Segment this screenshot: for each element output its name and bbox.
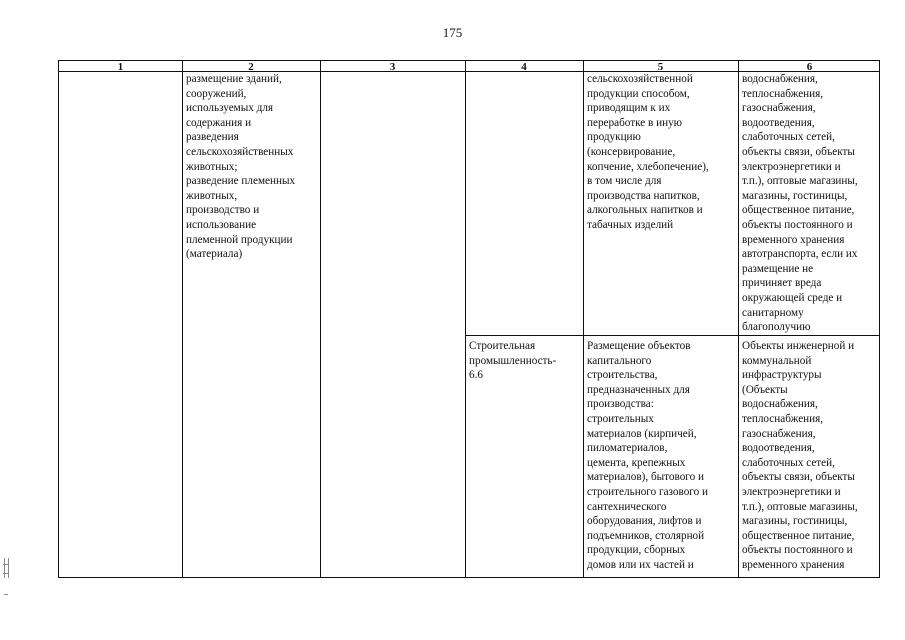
row1-col2-cell: размещение зданий, сооружений, используемых для содержания и разведения сельскохозяйственных животных; разведение племенных животных, производство и использование племенной продукции (материала) bbox=[186, 73, 296, 261]
header-col-5: 5 bbox=[657, 61, 664, 73]
row2-col4-cell: Строительная промышленность- 6.6 bbox=[469, 340, 557, 382]
row1-col5-cell: сельскохозяйственной продукции способом, приводящим к их переработке в иную продукцию (консервирование, копчение, хлебопечение), в том числе для производства напитков, алкогольных напитков и табачных изделий bbox=[587, 73, 709, 231]
row2-col6-cell: Объекты инженерной и коммунальной инфраструктуры (Объекты водоснабжения, теплоснабжения, газоснабжения, водоотведения, слаботочных сетей, объекты связи, объекты электроэнергетики и т.п.), оптовые магазины, магазины, гостиницы, общественное питание, объекты постоянного и временного хранения bbox=[742, 340, 858, 571]
row1-col6-cell: водоснабжения, теплоснабжения, газоснабжения, водоотведения, слаботочных сетей, объекты связи, объекты электроэнергетики и т.п.), оптовые магазины, магазины, гостиницы, общественное питание, объекты постоянного и временного хранения автотранспорта, если их размещение не причиняет вреда окружающей среде и санитарному благополучию bbox=[742, 73, 858, 334]
header-col-6: 6 bbox=[806, 61, 813, 73]
header-col-2: 2 bbox=[248, 61, 254, 73]
column-divider bbox=[320, 61, 321, 577]
column-divider bbox=[738, 61, 739, 577]
column-divider bbox=[182, 61, 183, 577]
row-divider bbox=[465, 335, 879, 336]
column-divider bbox=[465, 61, 466, 577]
binding-mark bbox=[4, 558, 9, 578]
header-col-4: 4 bbox=[521, 61, 527, 73]
binding-dash bbox=[4, 594, 8, 595]
header-col-3: 3 bbox=[389, 61, 396, 73]
regulations-table bbox=[58, 60, 880, 578]
page-number: 175 bbox=[442, 25, 463, 40]
column-divider bbox=[583, 61, 584, 577]
row2-col5-cell: Размещение объектов капитального строительства, предназначенных для производства: строительных материалов (кирпичей, пиломатериалов, цемента, крепежных материалов), бытового и строительного газового и сантехнического оборудования, лифтов и подъемников, столярной продукции, сборных домов или их частей и bbox=[587, 340, 708, 571]
header-col-1: 1 bbox=[117, 61, 124, 73]
